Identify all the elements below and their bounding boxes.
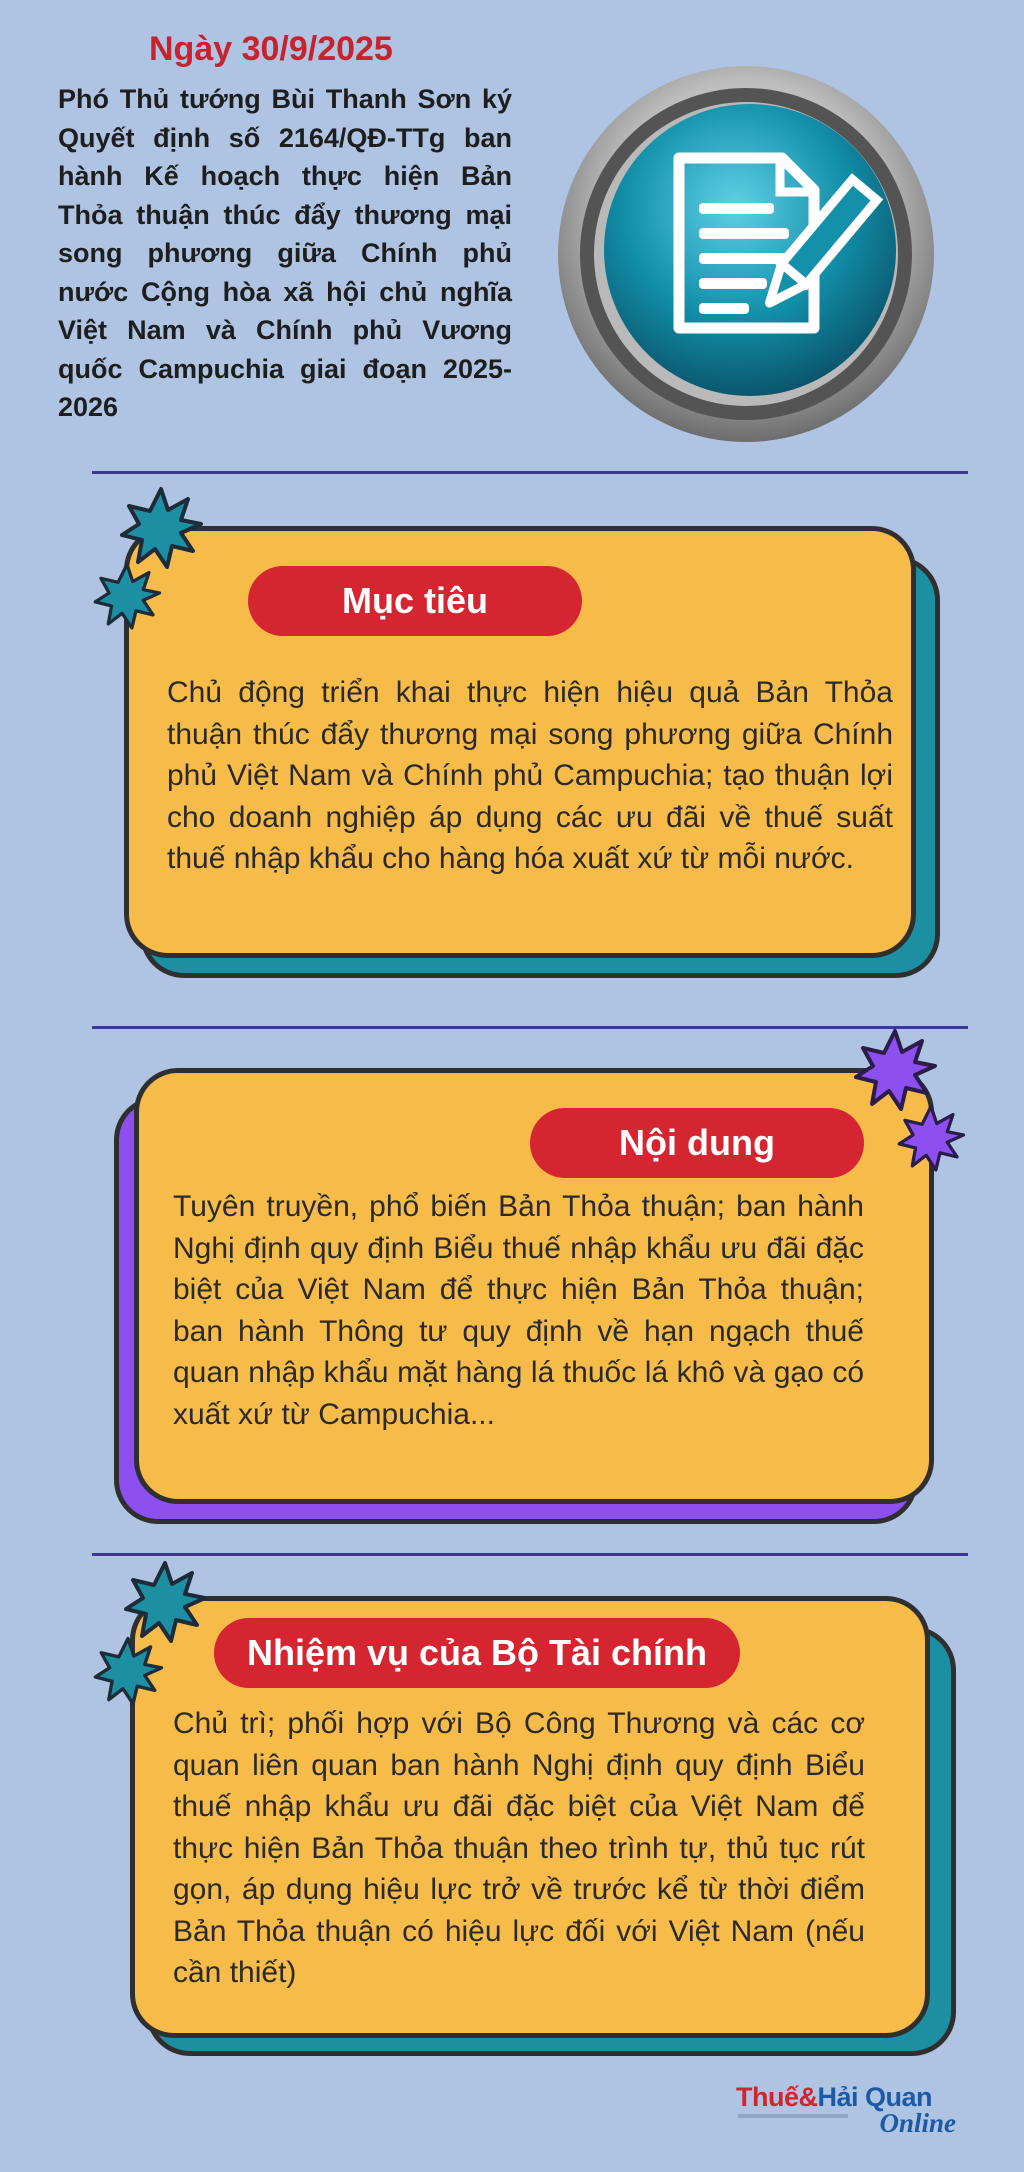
star-icon xyxy=(118,486,204,572)
date-heading: Ngày 30/9/2025 xyxy=(149,30,393,68)
divider xyxy=(92,471,968,474)
logo-text: Thuế&Hải Quan xyxy=(736,2082,933,2112)
section-text: Chủ động triển khai thực hiện hiệu quả Bản Thỏa thuận thúc đẩy thương mại song phương giữa Chính phủ Việt Nam và Chính phủ Campuchia; tạo thuận lợi cho doanh nghiệp áp dụng các ưu đãi về thuế suất thuế nhập khẩu cho hàng hóa xuất xứ từ mỗi nước. xyxy=(167,676,893,875)
brand-logo[interactable] xyxy=(736,2082,956,2138)
star-icon xyxy=(896,1104,966,1174)
logo-online: Online xyxy=(879,2108,956,2138)
star-icon xyxy=(92,562,162,632)
document-pen-icon xyxy=(536,58,956,458)
section-title: Nội dung xyxy=(530,1108,864,1178)
logo-tagline-bar xyxy=(738,2114,848,2118)
section-title: Nhiệm vụ của Bộ Tài chính xyxy=(214,1618,740,1688)
section-text: Tuyên truyền, phổ biến Bản Thỏa thuận; ban hành Nghị định quy định Biểu thuế nhập khẩu ưu đãi đặc biệt của Việt Nam để thực hiện Bản Thỏa thuận; ban hành Thông tư quy định về hạn ngạch thuế quan nhập khẩu mặt hàng lá thuốc lá khô và gạo có xuất xứ từ Campuchia... xyxy=(173,1190,864,1431)
section-title: Mục tiêu xyxy=(248,566,582,636)
star-icon xyxy=(92,1636,164,1708)
divider xyxy=(92,1553,968,1556)
star-icon xyxy=(122,1560,208,1646)
divider xyxy=(92,1026,968,1029)
section-text: Chủ trì; phối hợp với Bộ Công Thương và các cơ quan liên quan ban hành Nghị định quy định Biểu thuế nhập khẩu ưu đãi đặc biệt của Việt Nam để thực hiện Bản Thỏa thuận theo trình tự, thủ tục rút gọn, áp dụng hiệu lực trở về trước kể từ thời điểm Bản Thỏa thuận có hiệu lực đối với Việt Nam (nếu cần thiết) xyxy=(173,1707,865,1989)
intro-paragraph: Phó Thủ tướng Bùi Thanh Sơn ký Quyết định số 2164/QĐ-TTg ban hành Kế hoạch thực hiện Bản Thỏa thuận thúc đẩy thương mại song phương giữa Chính phủ nước Cộng hòa xã hội chủ nghĩa Việt Nam và Chính phủ Vương quốc Campuchia giai đoạn 2025-2026 xyxy=(58,84,512,422)
star-icon xyxy=(852,1028,938,1114)
